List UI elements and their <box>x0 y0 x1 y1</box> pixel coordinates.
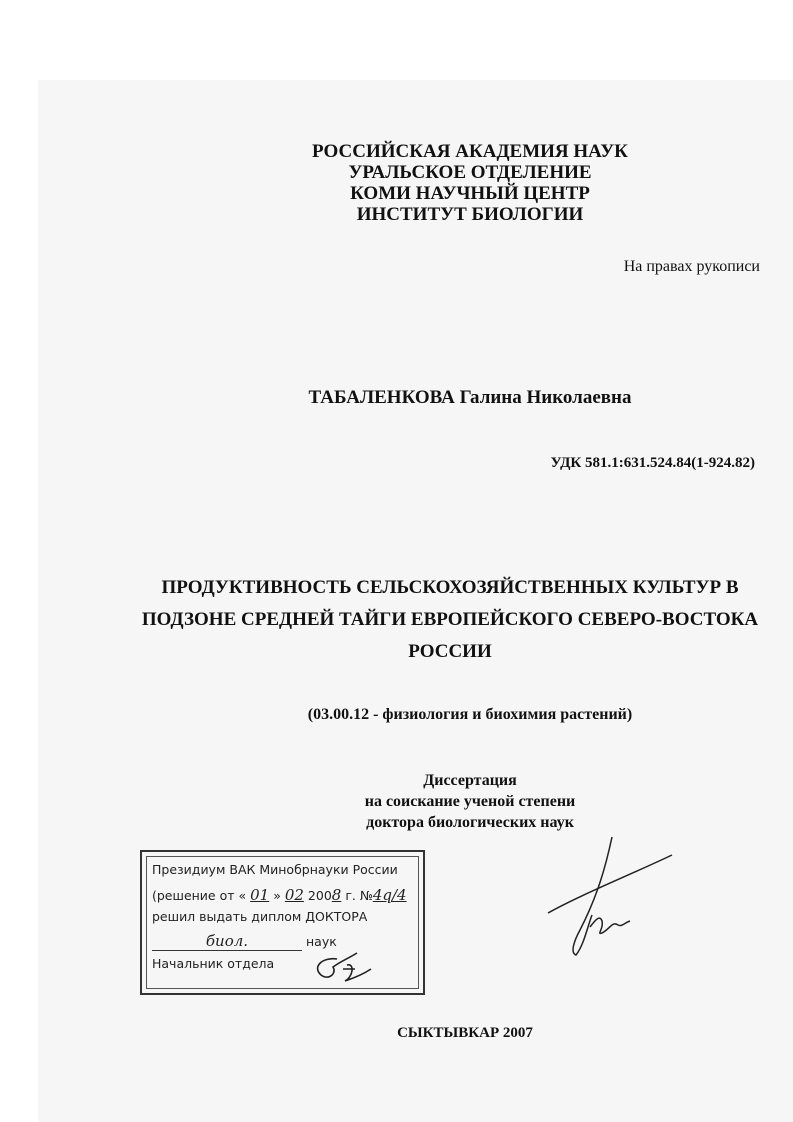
stamp-signature-icon <box>307 947 377 987</box>
stamp-field-value: биол. <box>205 932 249 950</box>
author-name: ТАБАЛЕНКОВА Галина Николаевна <box>308 387 632 408</box>
header-line: РОССИЙСКАЯ АКАДЕМИЯ НАУК <box>312 141 628 162</box>
institution-header <box>230 141 710 225</box>
specialty-code: (03.00.12 - физиология и биохимия растений) <box>307 706 633 723</box>
vak-stamp <box>140 850 425 995</box>
stamp-line-head: Начальник отдела <box>152 956 275 971</box>
stamp-line-presidium: Президиум ВАК Минобрнауки России <box>152 862 398 877</box>
stamp-g-label: г. № <box>345 888 373 903</box>
stamp-field-blank <box>152 932 302 951</box>
degree-line: доктора биологических наук <box>366 814 574 831</box>
title-line: РОССИИ <box>408 641 492 662</box>
place-year: СЫКТЫВКАР 2007 <box>397 1025 533 1041</box>
stamp-decision-prefix: (решение от <box>152 888 235 903</box>
header-line: УРАЛЬСКОЕ ОТДЕЛЕНИЕ <box>348 162 592 183</box>
degree-line: на соискание ученой степени <box>364 793 576 810</box>
stamp-number: 4q/4 <box>372 886 407 904</box>
stamp-day: 01 <box>250 886 270 904</box>
stamp-year-prefix: 200 <box>307 888 332 903</box>
rights-note: На правах рукописи <box>623 258 760 275</box>
degree-statement <box>270 770 670 833</box>
dissertation-title <box>120 572 780 668</box>
header-line: ИНСТИТУТ БИОЛОГИИ <box>356 204 584 225</box>
degree-line: Диссертация <box>423 772 517 789</box>
title-line: ПРОДУКТИВНОСТЬ СЕЛЬСКОХОЗЯЙСТВЕННЫХ КУЛЬТУР В <box>161 577 739 598</box>
author-signature-icon <box>540 835 680 960</box>
stamp-line-decided: решил выдать диплом ДОКТОРА <box>152 909 368 924</box>
stamp-year-suffix: 8 <box>331 886 342 904</box>
udc-code: УДК 581.1:631.524.84(1-924.82) <box>550 455 755 471</box>
stamp-line-decision: (решение от « 01 » 02 2008 г. №4q/4 <box>152 886 407 904</box>
header-line: КОМИ НАУЧНЫЙ ЦЕНТР <box>350 183 590 204</box>
stamp-field-suffix: наук <box>305 934 337 949</box>
title-line: ПОДЗОНЕ СРЕДНЕЙ ТАЙГИ ЕВРОПЕЙСКОГО СЕВЕРО-ВОСТОКА <box>141 609 759 630</box>
stamp-month: 02 <box>284 886 304 904</box>
